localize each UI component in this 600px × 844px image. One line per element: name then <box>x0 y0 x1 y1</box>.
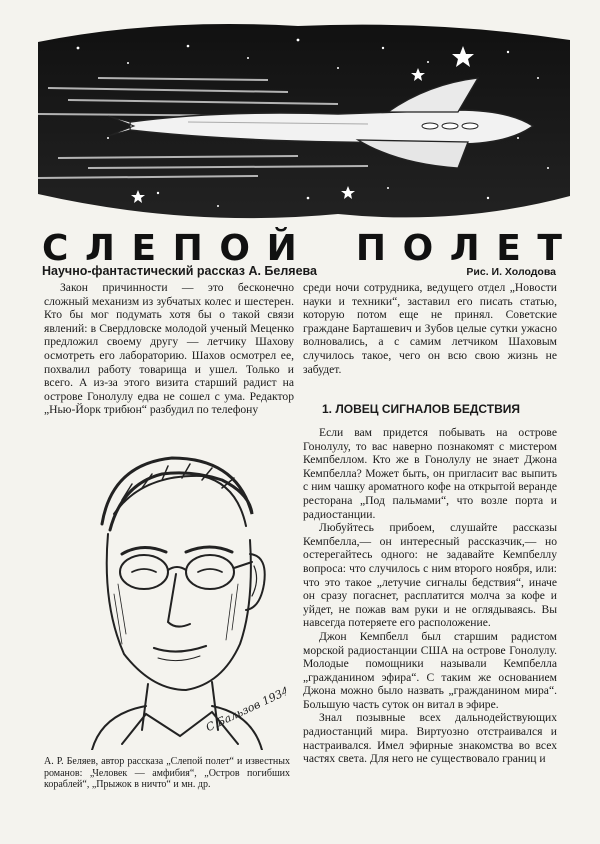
paragraph: Если вам придется побывать на острове Гонолулу, то вас наверно познакомят с мистером Кемпбеллом. Кто же в Гонолулу не знает Джона Кемпбелла? Может быть, он пригласит вас выпить с ним чашку ароматного кофе на открытой веранде ресторана „Под пальмами“, что возле порта и радиостанции. <box>303 426 557 521</box>
paragraph: Джон Кемпбелл был старшим радистом морской радиостанции США на острове Гонолулу. Молодые помощники называли Кемпбелла „гражданином эфира“. С таким же основанием Джона можно было назвать „гражданином мира“. Большую часть суток он витал в эфире. <box>303 629 557 711</box>
right-column <box>303 281 557 376</box>
title-letter: Е <box>131 227 157 269</box>
title-letter: Л <box>85 227 115 269</box>
airplane-illustration <box>38 18 570 226</box>
author-portrait <box>62 444 286 750</box>
paragraph: Закон причинности — это бесконечно сложный механизм из зубчатых колес и шестерен. Кто бы мог подумать хотя бы о такой связи явлений: в Свердловске молодой ученый Меценко предложил своему другу — летчику Шахову осмотреть его лабораторию. Шахов осмотрел ее, похвалил работу товарища и ушел. Только и всего. А из-за этого визита старший радист на острове Гонолулу едва не сошел с ума. Редактор „Нью-Йорк трибюн“ разбудил по телефону <box>44 281 294 417</box>
section-body <box>303 426 557 766</box>
portrait-caption: А. Р. Беляев, автор рассказа „Слепой полет“ и известных романов: „Человек — амфибия“, „Остров погибших кораблей“, „Прыжок в ничто“ и мн. др. <box>44 756 290 791</box>
title-letter: О <box>402 227 434 269</box>
left-column <box>44 281 294 417</box>
title-letter: С <box>42 227 69 269</box>
illustration-credit: Рис. И. Холодова <box>466 266 556 278</box>
section-heading: 1. ЛОВЕЦ СИГНАЛОВ БЕДСТВИЯ <box>322 402 520 416</box>
title-letter: Т <box>537 227 562 269</box>
portrait-drawing <box>62 444 286 750</box>
title-letter: П <box>355 227 386 269</box>
title-letter: О <box>219 227 250 269</box>
title-letter: Е <box>496 227 521 269</box>
title-letter: П <box>172 227 203 269</box>
header-illustration <box>38 18 570 226</box>
article-subtitle: Научно-фантастический рассказ А. Беляева <box>42 264 318 278</box>
paragraph: Любуйтесь прибоем, слушайте рассказы Кемпбелла,— он интересный рассказчик,— но остерегайтесь одного: не задавайте Кемпбеллу вопроса: что случилось с ним второго ноября, или: что это такое „летучие сигналы бедствия“, иначе он сразу погаснет, расплатится молча за кофе и уйдет, не пожав вам руки и не оглядываясь. Вы навсегда потеряете его расположение. <box>303 521 557 630</box>
title-letter: Й <box>266 227 297 269</box>
portrait-signature: С.Бальзов 1934 <box>203 684 286 735</box>
paragraph: среди ночи сотрудника, ведущего отдел „Новости науки и техники“, заставил его писать статью, которую потом еще не принял. Советские граждане Барташевич и Зубов целые сутки ужасно волновались, а с самим летчиком Шаховым случилось такое, чего он всю свою жизнь не забудет. <box>303 281 557 376</box>
paragraph: Знал позывные всех дальнодействующих радиостанций мира. Виртуозно отстраивался и настраивался. Имел эфирные знакомства во всех частях света. Для него не существовало границ и <box>303 711 557 766</box>
title-letter: Л <box>449 227 480 269</box>
